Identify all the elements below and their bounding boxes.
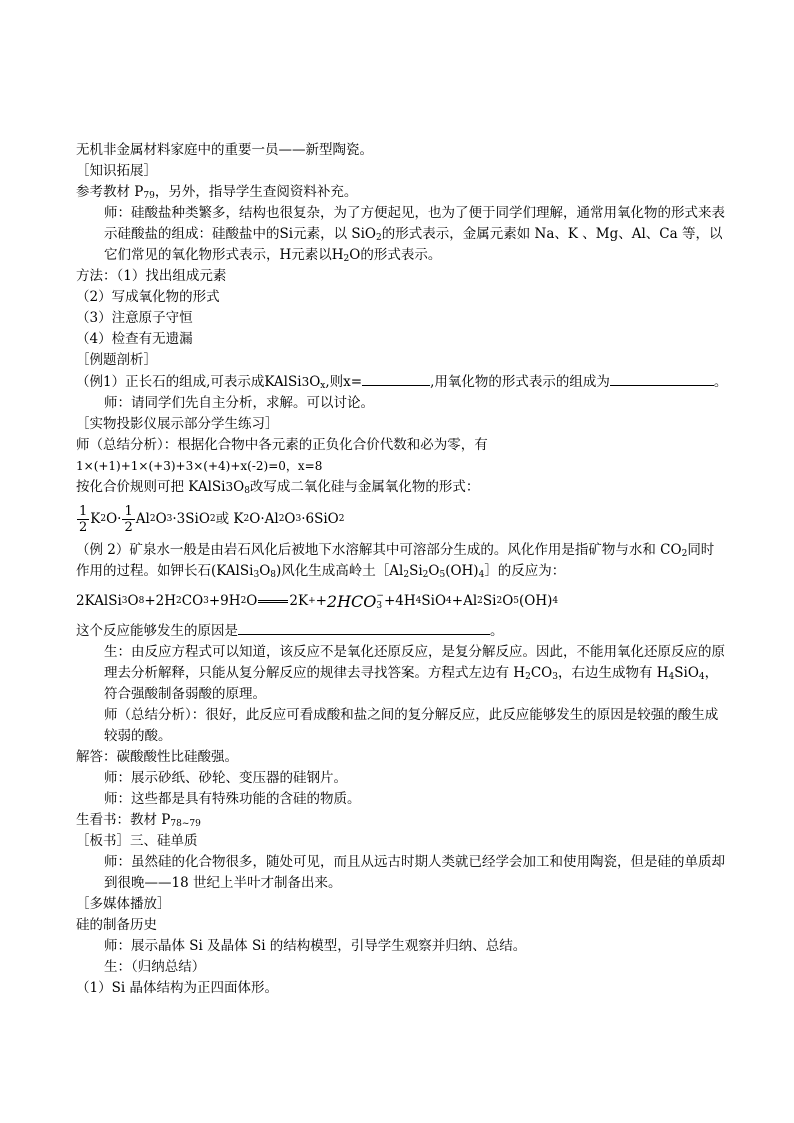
text: CO <box>181 592 204 609</box>
paragraph <box>76 852 726 894</box>
text: ，右边生成物有 H <box>557 665 669 681</box>
text: ,则x= <box>325 374 363 390</box>
paragraph <box>76 705 726 747</box>
text: 这个反应能够发生的原因是 <box>76 623 238 639</box>
text: 参考教材 P <box>76 184 144 200</box>
text: （例1）正长石的组成,可表示成KAlSi <box>76 374 302 390</box>
text: 师：虽然硅的化合物很多，随处可见，而且从远古时期人类就已经学会加工和使用陶瓷，但是硅的单质却到很晚——18 世纪上半叶才制备出来。 <box>104 854 725 891</box>
subscript: 5 <box>439 570 446 580</box>
answer-blank[interactable] <box>238 620 490 635</box>
text: 改写成二氧化硅与金属氧化物的形式： <box>249 479 480 495</box>
text: SiO <box>674 665 699 681</box>
text: 2KAlSi <box>76 592 122 609</box>
text: O·Al <box>249 510 279 527</box>
subscript: 2 <box>422 570 429 580</box>
text-line <box>76 477 726 498</box>
text-line <box>76 140 726 161</box>
text-line <box>76 435 726 456</box>
subscript: 3 <box>376 601 383 611</box>
text: (OH) <box>519 592 553 609</box>
text: 生：由反应方程式可以知道，该反应不是氧化还原反应，是复分解反应。因此，不能用氧化还原反应的原理去分析解释，只能从复分解反应的规律去寻找答案。方程式左边有 H <box>104 644 725 681</box>
text: 师：展示砂纸、砂轮、变压器的硅钢片。 <box>104 770 347 786</box>
subscript: 78~79 <box>170 819 201 829</box>
text-line <box>76 308 726 329</box>
text-line <box>76 810 726 831</box>
text: （3）注意原子守恒 <box>76 310 193 326</box>
formula-line: $\frac{1}{2}$ K 2 O· $\frac{1}{2}$ Al 2 O 3 ·3SiO 2 或 K 2 O·Al 2 O 3 ·6SiO 2 <box>79 503 345 535</box>
subscript: 2 <box>376 233 382 243</box>
text: 生看书：教材 P <box>76 812 171 828</box>
text: 3 <box>301 375 310 389</box>
text-line <box>76 978 726 999</box>
superscript: − <box>376 591 384 601</box>
text: Si <box>409 563 423 579</box>
text: O <box>428 563 440 579</box>
text: ·6SiO <box>301 510 339 527</box>
denominator: 2 <box>124 519 133 535</box>
answer-blank[interactable] <box>610 371 714 386</box>
text: 按化合价规则可把 KAlSi <box>76 479 226 495</box>
text: 方法：（1）找出组成元素 <box>76 268 227 284</box>
text: （例 2）矿泉水一般是由岩石风化后被地下水溶解其中可溶部分生成的。风化作用是指矿物与水和 CO <box>76 542 682 558</box>
subscript: x <box>320 381 326 391</box>
text: O <box>127 592 139 609</box>
text: CO <box>530 665 553 681</box>
subscript: 3 <box>552 672 558 682</box>
text: 师（总结分析）：很好，此反应可看成酸和盐之间的复分解反应，此反应能够发生的原因是较强的酸生成较弱的酸。 <box>104 707 719 744</box>
text: 生：（归纳总结） <box>104 959 206 975</box>
section-heading <box>76 414 726 435</box>
text-line <box>76 957 726 978</box>
example-question <box>76 371 726 393</box>
text: ,用氧化物的形式表示的组成为 <box>430 374 610 390</box>
text: ·3SiO <box>172 510 210 527</box>
text: 师（总结分析）：根据化合物中各元素的正负化合价代数和必为零，有 <box>76 437 488 453</box>
text: O <box>246 592 258 609</box>
text: ，另外，指导学生查阅资料补充。 <box>154 184 358 200</box>
text: 硅的制备历史 <box>76 917 157 933</box>
text: ［知识拓展］ <box>76 163 157 179</box>
text: 师：展示晶体 Si 及晶体 Si 的结构模型，引导学生观察并归纳、总结。 <box>104 938 527 954</box>
text-line <box>76 789 726 810</box>
text: （4）检查有无遗漏 <box>76 331 193 347</box>
section-heading <box>76 831 726 852</box>
subscript: 4 <box>698 672 705 682</box>
fraction <box>77 504 89 535</box>
text: K <box>90 510 101 527</box>
text: 1×(+1)+1×(+3)+3×(+4)+x(-2)=0，x=8 <box>76 459 323 473</box>
text: +9H <box>208 592 241 609</box>
subscript: 4 <box>478 570 485 580</box>
text-line <box>76 182 726 203</box>
equals-sign <box>258 600 288 603</box>
text: 。 <box>713 374 728 390</box>
text: +Al <box>451 592 478 609</box>
subscript: 8 <box>244 486 250 496</box>
text: O的形式表示。 <box>349 247 442 263</box>
example-question <box>76 540 726 582</box>
text: （2）写成氧化物的形式 <box>76 289 220 305</box>
text: O <box>309 374 321 390</box>
text: O <box>259 563 271 579</box>
fraction <box>122 504 134 535</box>
subscript: 2 <box>681 549 688 559</box>
text: ，符合强酸制备弱酸的原理。 <box>104 665 719 702</box>
text: + <box>315 592 327 609</box>
section-heading <box>76 161 726 182</box>
answer-blank[interactable] <box>362 371 430 386</box>
text-line <box>76 329 726 350</box>
text: O· <box>106 510 122 527</box>
text: 无机非金属材料家庭中的重要一员——新型陶瓷。 <box>76 142 373 158</box>
text: ［板书］三、硅单质 <box>76 833 198 849</box>
section-heading <box>76 894 726 915</box>
text: ［多媒体播放］ <box>76 896 171 912</box>
paragraph <box>76 642 726 705</box>
subscript: 4 <box>668 672 675 682</box>
text: Si <box>482 592 497 609</box>
text: Si元素，以 SiO <box>279 226 376 242</box>
denominator: 2 <box>79 519 88 535</box>
text: )风化生成高岭土［Al <box>276 563 404 579</box>
ion-charge <box>376 591 384 611</box>
text: ［例题剖析］ <box>76 352 157 368</box>
text: O <box>155 510 167 527</box>
text: 同时作用的过程。如钾长石(KAlSi <box>76 542 715 579</box>
text: O <box>233 479 245 495</box>
reaction-equation: 2KAlSi 3 O 8 +2H 2 CO 3 +9H 2 O 2K + + 2HCO − 3 +4H 4 SiO 4 +Al 2 Si 2 O 5 (OH) 4 <box>76 591 559 611</box>
text-line <box>76 266 726 287</box>
text: 的形式表示，金属元素如 Na、K 、Mg、Al、Ca 等，以它们常见的氧化物形式表示，H元素以H <box>104 226 723 263</box>
numerator: 1 <box>79 503 88 519</box>
text: 2K <box>289 592 309 609</box>
text: 师：这些都是具有特殊功能的含硅的物质。 <box>104 791 361 807</box>
text-line <box>76 936 726 957</box>
text: 师：请同学们先自主分析，求解。可以讨论。 <box>104 395 374 411</box>
section-heading <box>76 350 726 371</box>
text: 解答：碳酸酸性比硅酸强。 <box>76 749 238 765</box>
text: 3 <box>225 480 234 494</box>
numerator: 1 <box>124 503 133 519</box>
text: 或 K <box>215 510 244 527</box>
subscript: 2 <box>343 254 350 264</box>
subscript: 3 <box>253 570 260 580</box>
text-line <box>76 915 726 936</box>
text: 。 <box>490 623 504 639</box>
text: 师：硅酸盐种类繁多，结构也很复杂，为了方便起见，也为了便于同学们理解，通常用氧化物的形式来表示硅酸盐的组成：硅酸盐中的 <box>104 205 725 242</box>
text: +2H <box>144 592 176 609</box>
formula-italic: 2HCO <box>326 591 377 611</box>
equation-line <box>76 456 726 477</box>
text-line <box>76 768 726 789</box>
text: O <box>502 592 514 609</box>
text: SiO <box>421 592 447 609</box>
text: ［实物投影仪展示部分学生练习］ <box>76 416 279 432</box>
text: （1）Si 晶体结构为正四面体形。 <box>76 980 278 996</box>
subscript: 2 <box>525 672 531 682</box>
text: +4H <box>383 592 416 609</box>
text-line <box>76 393 726 414</box>
text: (OH) <box>445 563 479 579</box>
subscript: 2 <box>403 570 410 580</box>
subscript: 79 <box>143 191 155 201</box>
paragraph <box>76 203 726 266</box>
subscript: 8 <box>270 570 276 580</box>
text: O <box>284 510 296 527</box>
question-line <box>76 620 726 642</box>
document-page <box>76 140 726 999</box>
text: Al <box>135 510 150 527</box>
text: ］的反应为： <box>484 563 566 579</box>
text-line <box>76 747 726 768</box>
text-line <box>76 287 726 308</box>
